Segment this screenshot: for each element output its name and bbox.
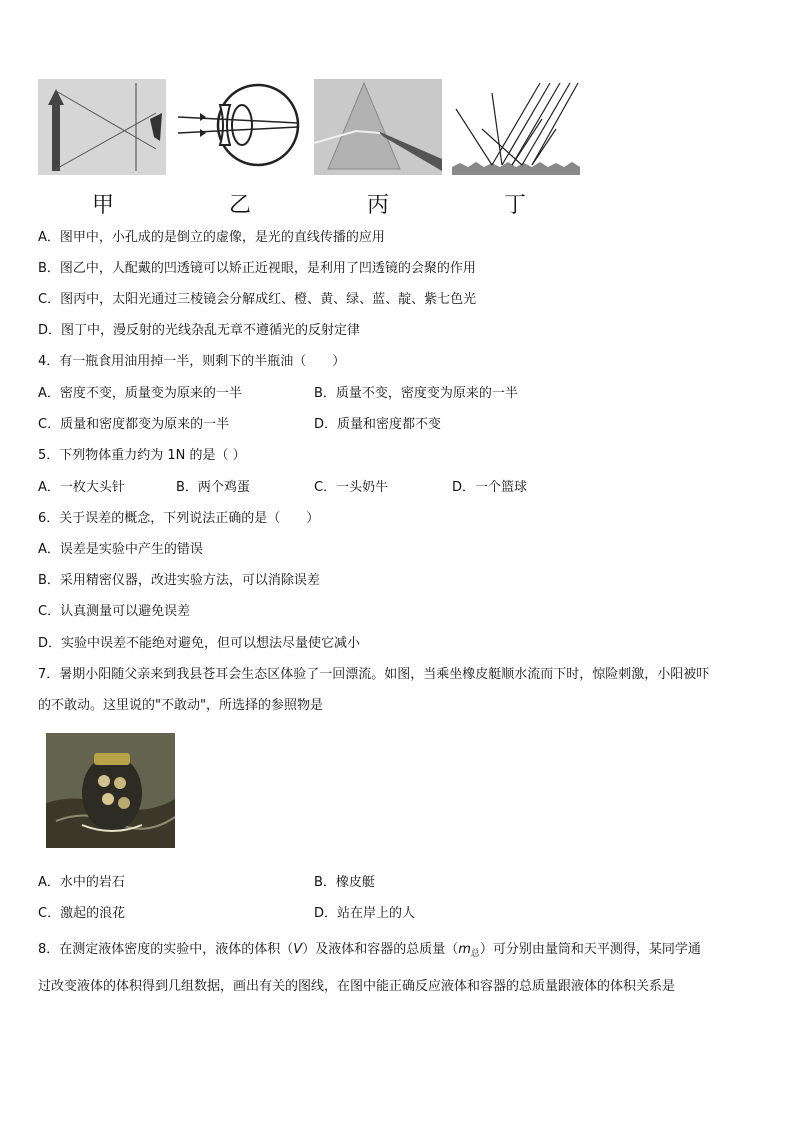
q8-text-part2: ）及液体和容器的总质量（ xyxy=(302,942,459,957)
q7-option-d: D．站在岸上的人 xyxy=(314,906,416,921)
prism-diagram xyxy=(314,79,442,175)
q8-stem-line1 xyxy=(38,941,701,963)
q6-option-d: D．实验中误差不能绝对避免，但可以想法尽量使它减小 xyxy=(38,636,361,651)
eye-diagram xyxy=(176,79,304,175)
q6-option-b: B．采用精密仪器，改进实验方法，可以消除误差 xyxy=(38,573,320,588)
q3-option-d: D．图丁中，漫反射的光线杂乱无章不遵循光的反射定律 xyxy=(38,323,361,338)
figure-bing-prism xyxy=(314,79,442,175)
figure-ding-diffuse-reflection xyxy=(452,79,580,175)
q8-symbol-subscript: 总 xyxy=(470,949,480,959)
rafting-illustration xyxy=(46,733,175,848)
q8-symbol-m: m xyxy=(458,942,471,957)
q3-option-b: B．图乙中，人配戴的凹透镜可以矫正近视眼，是利用了凹透镜的会聚的作用 xyxy=(38,261,476,276)
q3-option-c: C．图丙中，太阳光通过三棱镜会分解成红、橙、黄、绿、蓝、靛、紫七色光 xyxy=(38,292,477,307)
q7-stem-line2: 的不敢动。这里说的"不敢动"，所选择的参照物是 xyxy=(38,698,323,713)
q4-stem: 4．有一瓶食用油用掉一半，则剩下的半瓶油（ ） xyxy=(38,354,346,369)
raft xyxy=(82,755,142,831)
q7-option-a: A．水中的岩石 xyxy=(38,875,125,890)
q6-option-c: C．认真测量可以避免误差 xyxy=(38,604,191,619)
q7-stem-line1: 7．暑期小阳随父亲来到我县苍耳会生态区体验了一回漂流。如图，当乘坐橡皮艇顺水流而下时，惊险刺激，小阳被吓 xyxy=(38,667,710,682)
q4-option-c: C．质量和密度都变为原来的一半 xyxy=(38,417,230,432)
raft-bow xyxy=(94,753,130,765)
q5-option-d: D．一个篮球 xyxy=(452,480,528,495)
q7-option-b: B．橡皮艇 xyxy=(314,875,375,890)
q8-symbol-v: V xyxy=(293,942,303,957)
q6-option-a: A．误差是实验中产生的错误 xyxy=(38,542,203,557)
q3-option-a: A．图甲中，小孔成的是倒立的虚像，是光的直线传播的应用 xyxy=(38,230,385,245)
pinhole-diagram xyxy=(38,79,166,175)
figure-caption-bing: 丙 xyxy=(367,193,390,218)
figure-yi-eye-lens xyxy=(176,79,304,175)
q5-option-a: A．一枚大头针 xyxy=(38,480,125,495)
figure-caption-ding: 丁 xyxy=(504,193,527,218)
q8-text-part1: 8．在测定液体密度的实验中，液体的体积（ xyxy=(38,942,294,957)
rafting-photo xyxy=(46,733,175,848)
q4-option-d: D．质量和密度都不变 xyxy=(314,417,442,432)
q8-stem-line2: 过改变液体的体积得到几组数据，画出有关的图线，在图中能正确反应液体和容器的总质量跟液体的体积关系是 xyxy=(38,979,676,994)
q4-option-b: B．质量不变，密度变为原来的一半 xyxy=(314,386,518,401)
diffuse-reflection-diagram xyxy=(452,79,580,175)
figure-caption-yi: 乙 xyxy=(229,193,252,218)
figure-caption-jia: 甲 xyxy=(92,193,115,218)
q6-stem: 6．关于误差的概念，下列说法正确的是（ ） xyxy=(38,511,320,526)
q8-text-part3: ）可分别由量筒和天平测得，某同学通 xyxy=(479,942,701,957)
figure-jia-pinhole xyxy=(38,79,166,175)
q7-option-c: C．激起的浪花 xyxy=(38,906,126,921)
q5-option-b: B．两个鸡蛋 xyxy=(176,480,250,495)
q5-option-c: C．一头奶牛 xyxy=(314,480,389,495)
q4-option-a: A．密度不变，质量变为原来的一半 xyxy=(38,386,242,401)
q5-stem: 5．下列物体重力约为 1N 的是（ ） xyxy=(38,448,246,463)
